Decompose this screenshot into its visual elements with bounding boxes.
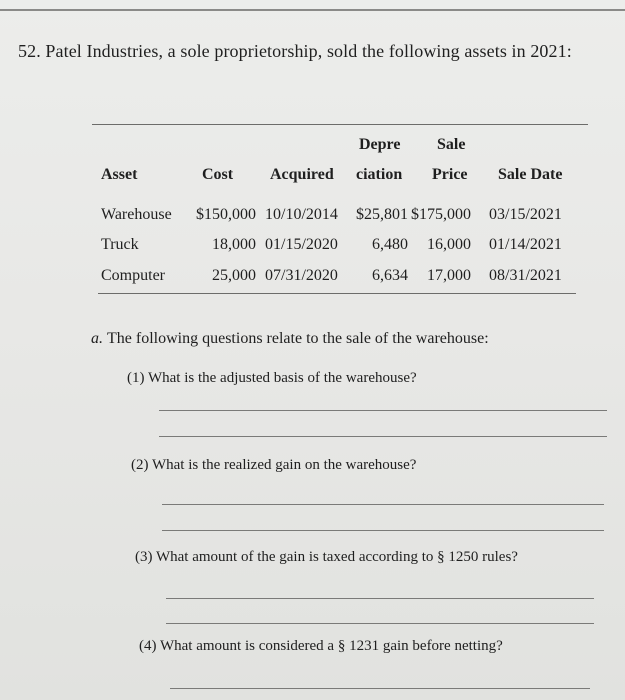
cell-cost: 18,000 [212,236,256,253]
table-row [0,236,625,260]
cell-sale-price: 17,000 [427,267,471,284]
cell-sale-date: 03/15/2021 [489,206,562,223]
cell-depreciation: 6,480 [372,236,408,253]
cell-cost: 25,000 [212,267,256,284]
answer-line[interactable] [159,410,607,411]
problem-title: 52. Patel Industries, a sole proprietorship, sold the following assets in 2021: [18,41,572,61]
header-depre: Depre [359,136,401,153]
cell-asset: Truck [101,236,139,253]
answer-line[interactable] [162,504,604,505]
cell-depreciation: $25,801 [356,206,408,223]
cell-acquired: 10/10/2014 [265,206,338,223]
question-3: (3) What amount of the gain is taxed according to § 1250 rules? [135,549,518,565]
header-price: Price [432,166,468,183]
question-4: (4) What amount is considered a § 1231 gain before netting? [139,638,503,654]
cell-acquired: 01/15/2020 [265,236,338,253]
table-top-rule [92,124,588,125]
cell-asset: Computer [101,267,165,284]
part-a-text: The following questions relate to the sale of the warehouse: [107,330,489,347]
cell-acquired: 07/31/2020 [265,267,338,284]
question-1: (1) What is the adjusted basis of the warehouse? [127,370,417,386]
cell-sale-price: 16,000 [427,236,471,253]
answer-line[interactable] [170,688,590,689]
table-row [0,267,625,291]
cell-cost: $150,000 [196,206,256,223]
question-2: (2) What is the realized gain on the warehouse? [131,457,417,473]
top-divider [0,9,625,11]
cell-sale-price: $175,000 [411,206,471,223]
cell-sale-date: 08/31/2021 [489,267,562,284]
part-a-letter: a. [91,330,103,347]
answer-line[interactable] [166,598,594,599]
header-asset: Asset [101,166,138,183]
header-acquired: Acquired [270,166,334,183]
cell-sale-date: 01/14/2021 [489,236,562,253]
header-sale-date: Sale Date [498,166,563,183]
cell-asset: Warehouse [101,206,172,223]
cell-depreciation: 6,634 [372,267,408,284]
answer-line[interactable] [159,436,607,437]
header-cost: Cost [202,166,234,183]
table-row [0,206,625,230]
table-bottom-rule [98,293,576,294]
header-ciation: ciation [356,166,403,183]
part-a-intro [91,330,489,348]
answer-line[interactable] [162,530,604,531]
header-sale: Sale [437,136,466,153]
answer-line[interactable] [166,623,594,624]
